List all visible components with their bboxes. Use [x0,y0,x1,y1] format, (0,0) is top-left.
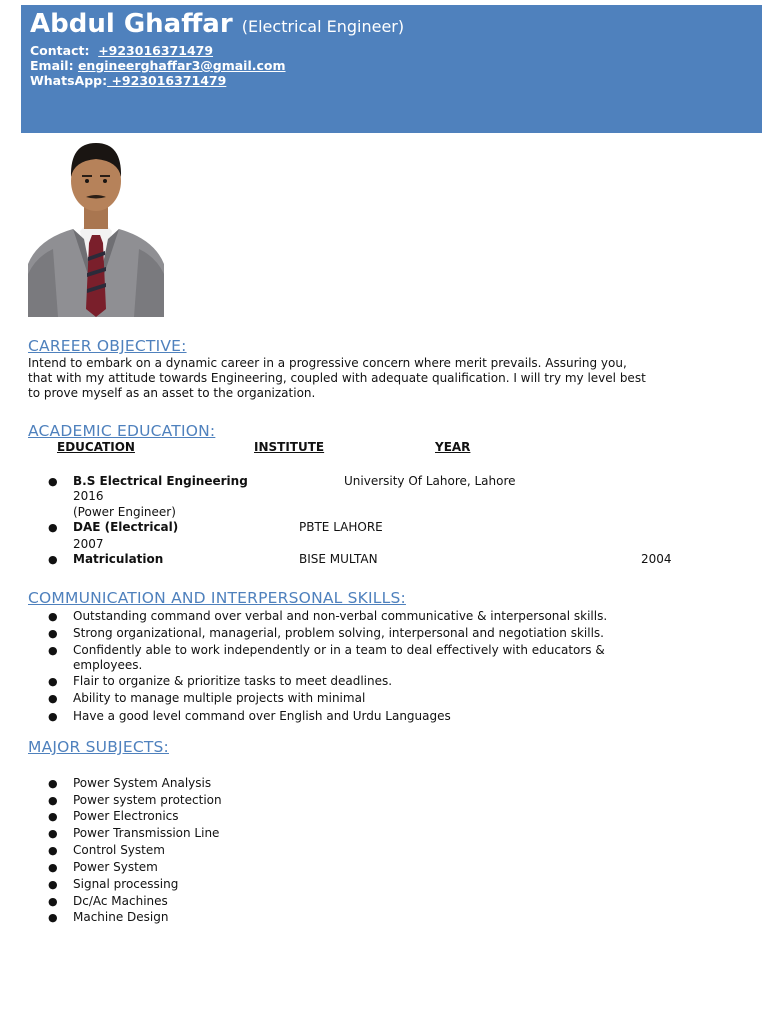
bullet-icon: ● [48,675,58,688]
year-column-header: YEAR [435,440,471,454]
skill-item: Strong organizational, managerial, problem solving, interpersonal and negotiation skills. [73,626,604,640]
name-line [30,9,404,39]
career-objective-heading: CAREER OBJECTIVE: [28,337,187,355]
bullet-icon: ● [48,710,58,723]
education-degree: Matriculation [73,552,164,566]
subject-item: Control System [73,843,165,857]
subject-item: Power system protection [73,793,222,807]
bullet-icon: ● [48,794,58,807]
bullet-icon: ● [48,861,58,874]
header-banner [21,5,762,133]
education-institute: BISE MULTAN [299,552,378,566]
education-institute: PBTE LAHORE [299,520,383,534]
bullet-icon: ● [48,911,58,924]
education-degree: DAE (Electrical) [73,520,179,534]
skill-item: Flair to organize & prioritize tasks to meet deadlines. [73,674,393,688]
skill-item-continuation: employees. [73,658,143,672]
bullet-icon: ● [48,627,58,640]
bullet-icon: ● [48,844,58,857]
bullet-icon: ● [48,895,58,908]
bullet-icon: ● [48,878,58,891]
education-year: 2004 [641,552,672,566]
subject-item: Power System Analysis [73,776,212,790]
skill-item: Confidently able to work independently or in a team to deal effectively with educators & [73,643,605,657]
bullet-icon: ● [48,521,58,534]
skill-item: Ability to manage multiple projects with minimal [73,691,366,705]
subject-item: Power Transmission Line [73,826,220,840]
candidate-name: Abdul Ghaffar [30,9,233,39]
profile-photo [28,139,164,317]
academic-education-heading: ACADEMIC EDUCATION: [28,422,216,440]
subject-item: Signal processing [73,877,179,891]
candidate-profession: (Electrical Engineer) [241,17,405,36]
portrait-illustration [28,139,164,317]
major-subjects-heading: MAJOR SUBJECTS: [28,738,169,756]
education-year: 2016 [73,489,104,503]
bullet-icon: ● [48,692,58,705]
subject-item: Power System [73,860,158,874]
education-degree: B.S Electrical Engineering [73,474,248,488]
education-column-header: EDUCATION [57,440,135,454]
bullet-icon: ● [48,827,58,840]
career-line: that with my attitude towards Engineering, coupled with adequate qualification. I will try my level best [28,371,646,385]
skill-item: Outstanding command over verbal and non-verbal communicative & interpersonal skills. [73,609,608,623]
skill-item: Have a good level command over English and Urdu Languages [73,709,451,723]
skills-heading: COMMUNICATION AND INTERPERSONAL SKILLS: [28,589,406,607]
education-institute: University Of Lahore, Lahore [344,474,516,488]
subject-item: Machine Design [73,910,169,924]
education-note: (Power Engineer) [73,505,176,519]
bullet-icon: ● [48,610,58,623]
bullet-icon: ● [48,810,58,823]
bullet-icon: ● [48,475,58,488]
email-label: Email: [30,58,74,73]
email-link[interactable]: engineerghaffar3@gmail.com [77,58,286,73]
career-line: to prove myself as an asset to the organization. [28,386,316,400]
career-line: Intend to embark on a dynamic career in a progressive concern where merit prevails. Assuring you, [28,356,627,370]
email-line [30,58,286,73]
contact-label: Contact: [30,43,90,58]
career-objective-text [28,356,646,401]
subject-item: Power Electronics [73,809,179,823]
whatsapp-line [30,73,226,88]
whatsapp-label: WhatsApp: [30,73,108,88]
bullet-icon: ● [48,777,58,790]
contact-phone-link[interactable]: +923016371479 [98,43,214,58]
contact-line [30,43,213,58]
institute-column-header: INSTITUTE [254,440,325,454]
bullet-icon: ● [48,553,58,566]
whatsapp-link[interactable]: +923016371479 [107,73,227,88]
education-year: 2007 [73,537,104,551]
subject-item: Dc/Ac Machines [73,894,168,908]
bullet-icon: ● [48,644,58,657]
